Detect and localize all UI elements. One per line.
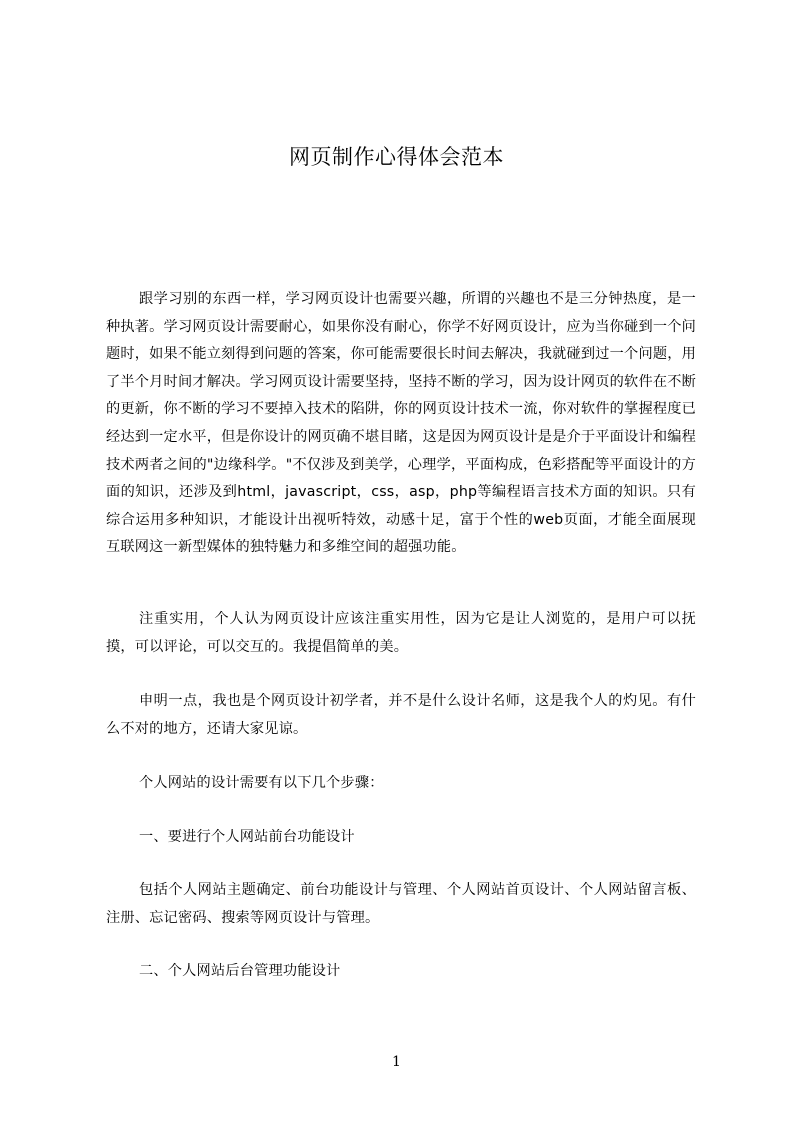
paragraph-interest-patience: 跟学习别的东西一样，学习网页设计也需要兴趣，所谓的兴趣也不是三分钟热度，是一种执著。学习网页设计需要耐心，如果你没有耐心，你学不好网页设计，应为当你碰到一个问题时，如果不能立刻得到问题的答案，你可能需要很长时间去解决，我就碰到过一个问题，用了半个月时间才解决。学习网页设计需要坚持，坚持不断的学习，因为设计网页的软件在不断的更新，你不断的学习不要掉入技术的陷阱，你的网页设计技术一流，你对软件的掌握程度已经达到一定水平，但是你设计的网页确不堪目睹，这是因为网页设计是是介于平面设计和编程技术两者之间的"边缘科学。"不仅涉及到美学，心理学，平面构成，色彩搭配等平面设计的方面的知识，还涉及到html，javascript，css，asp，php等编程语言技术方面的知识。只有综合运用多种知识，才能设计出视听特效，动感十足，富于个性的web页面，才能全面展现互联网这一新型媒体的独特魅力和多维空间的超强功能。 [106,291,696,556]
paragraph-step-one-detail: 包括个人网站主题确定、前台功能设计与管理、个人网站首页设计、个人网站留言板、注册、忘记密码、搜索等网页设计与管理。 [106,882,696,926]
paragraph-practicality: 注重实用，个人认为网页设计应该注重实用性，因为它是让人浏览的，是用户可以抚摸，可以评论，可以交互的。我提倡简单的美。 [106,611,696,655]
document-title: 网页制作心得体会范本 [289,145,504,169]
paragraph-steps-intro: 个人网站的设计需要有以下几个步骤： [139,775,384,791]
heading-step-two: 二、个人网站后台管理功能设计 [139,963,341,979]
page-number: 1 [392,1054,401,1070]
heading-step-one: 一、要进行个人网站前台功能设计 [139,829,355,845]
paragraph-disclaimer: 申明一点，我也是个网页设计初学者，并不是什么设计名师，这是我个人的灼见。有什么不对的地方，还请大家见谅。 [106,693,696,737]
